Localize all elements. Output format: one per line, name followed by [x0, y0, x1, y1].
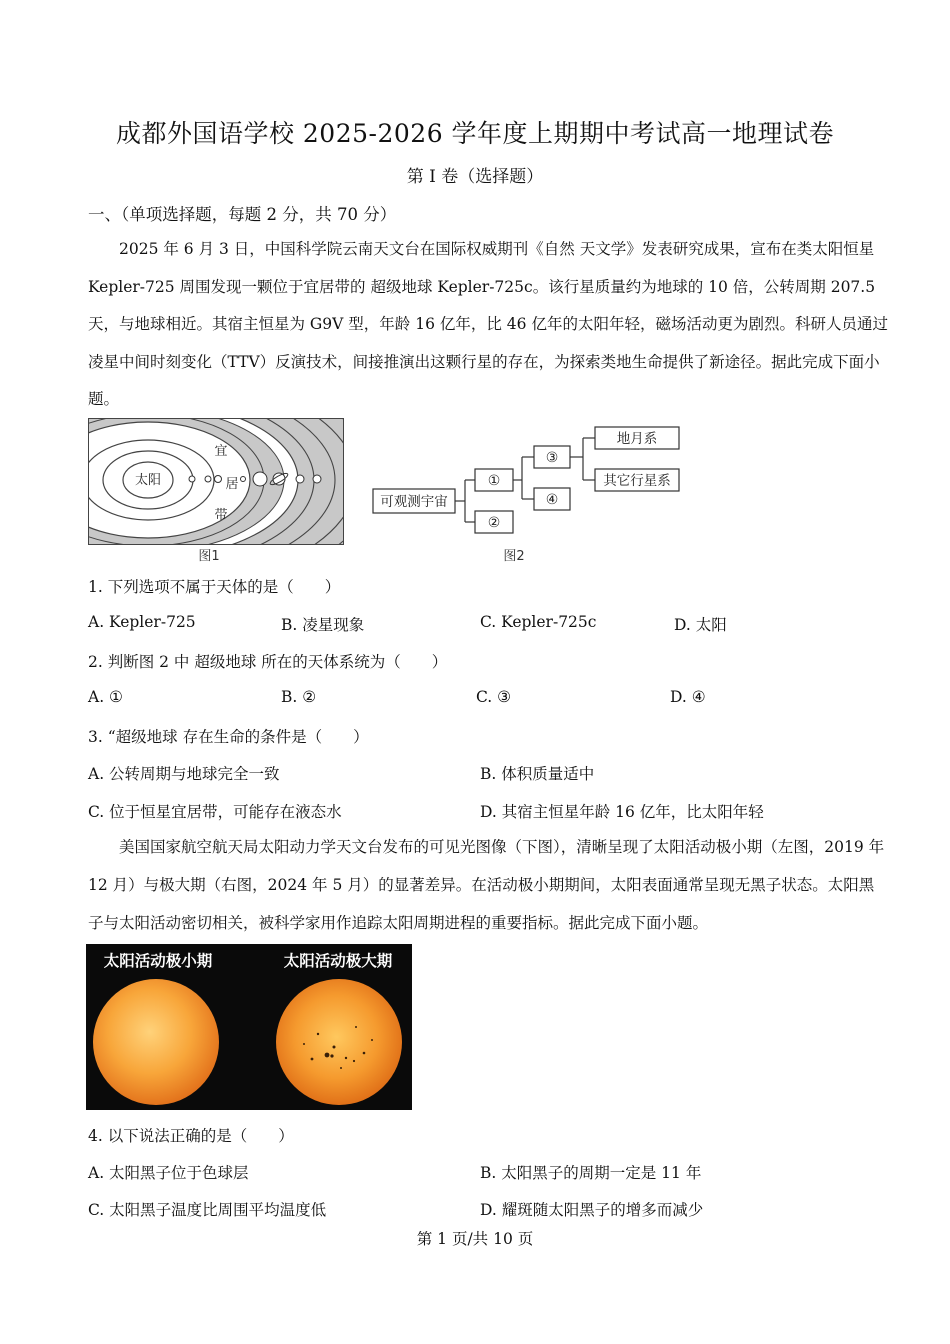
- q2-option-a[interactable]: A. ①: [88, 688, 123, 706]
- page-footer: 第 1 页/共 10 页: [416, 1230, 534, 1248]
- solar-min-label: 太阳活动极小期: [103, 952, 213, 970]
- q4-option-c[interactable]: C. 太阳黑子温度比周围平均温度低: [88, 1201, 327, 1219]
- sun-disk-min: [93, 979, 219, 1105]
- planet-marker: [241, 477, 246, 482]
- sun-label: 太阳: [134, 473, 162, 488]
- question-4-stem: 4. 以下说法正确的是（ ）: [88, 1127, 294, 1145]
- node-other-planets: 其它行星系: [603, 473, 671, 489]
- planet-marker: [189, 476, 195, 482]
- q2-option-d[interactable]: D. ④: [670, 688, 706, 706]
- figure-1-caption: 图1: [198, 549, 220, 564]
- q4-option-d[interactable]: D. 耀斑随太阳黑子的增多而减少: [480, 1201, 704, 1219]
- node-4: ④: [545, 492, 559, 508]
- sunspot: [345, 1057, 347, 1059]
- q4-option-b[interactable]: B. 太阳黑子的周期一定是 11 年: [480, 1164, 702, 1182]
- planet-marker: [205, 476, 211, 482]
- section-subtitle: 第 I 卷（选择题）: [406, 167, 544, 187]
- sunspot: [363, 1052, 366, 1055]
- q3-option-b[interactable]: B. 体积质量适中: [480, 765, 595, 783]
- planet-marker: [215, 476, 222, 483]
- sunspot: [340, 1067, 342, 1069]
- habitable-zone-char: 宜: [214, 444, 228, 459]
- planet-marker: [296, 475, 304, 483]
- sunspot: [355, 1026, 357, 1028]
- passage-2: 美国国家航空航天局太阳动力学天文台发布的可见光图像（下图），清晰呈现了太阳活动极小期（左图，2019 年 12 月）与极大期（右图，2024 年 5 月）的显著差异。在活动极小期期间，太阳表面通常呈现无黑子状态。太阳黑子与太阳活动密切相关，被科学家用作追踪太阳周期进程的重要指标。据此完成下面小题。: [88, 838, 885, 932]
- sunspot: [311, 1058, 314, 1061]
- solar-max-label: 太阳活动极大期: [283, 952, 393, 970]
- figure-2-caption: 图2: [503, 549, 525, 564]
- question-2-stem: 2. 判断图 2 中 超级地球 所在的天体系统为（ ）: [88, 653, 448, 671]
- planet-marker: [313, 475, 321, 483]
- question-1-stem: 1. 下列选项不属于天体的是（ ）: [88, 578, 341, 596]
- q2-option-b[interactable]: B. ②: [281, 688, 317, 706]
- node-earth-moon: 地月系: [616, 431, 658, 447]
- node-3: ③: [545, 450, 559, 466]
- figure-1: [88, 418, 346, 566]
- q1-option-c[interactable]: C. Kepler-725c: [480, 613, 597, 631]
- section-heading: 一、（单项选择题，每题 2 分，共 70 分）: [88, 205, 397, 224]
- passage-1: 2025 年 6 月 3 日，中国科学院云南天文台在国际权威期刊《自然 天文学》发表研究成果，宣布在类太阳恒星 Kepler-725 周围发现一颗位于宜居带的 超级地球 Kepler-725c。该行星质量约为地球的 10 倍，公转周期 207.5 天，与地球相近。其宿主恒星为 G9V 型，年龄 16 亿年，比 46 亿年的太阳年轻，磁场活动更为剧烈。科研人员通过凌星中间时刻变化（TTV）反演技术，间接推演出这颗行星的存在，为探索类地生命提供了新途径。据此完成下面小题。: [88, 240, 888, 408]
- sunspot: [353, 1060, 355, 1062]
- q1-option-b[interactable]: B. 凌星现象: [281, 616, 365, 634]
- sunspot: [303, 1043, 305, 1045]
- planet-marker: [253, 472, 267, 486]
- sunspot: [317, 1033, 319, 1035]
- node-1: ①: [487, 473, 501, 489]
- sun-disk-max: [276, 979, 402, 1105]
- q1-option-a[interactable]: A. Kepler-725: [88, 613, 196, 631]
- habitable-zone-char: 带: [214, 508, 228, 523]
- sunspot: [325, 1053, 330, 1058]
- q2-option-c[interactable]: C. ③: [476, 688, 512, 706]
- page-title: 成都外国语学校 2025-2026 学年度上期期中考试高一地理试卷: [115, 119, 835, 148]
- q3-option-a[interactable]: A. 公转周期与地球完全一致: [88, 765, 280, 783]
- planet-marker: [273, 473, 285, 485]
- q3-option-c[interactable]: C. 位于恒星宜居带，可能存在液态水: [88, 803, 342, 821]
- node-2: ②: [487, 515, 501, 531]
- node-observable-universe: 可观测宇宙: [380, 494, 448, 510]
- sun-comparison-image: [86, 944, 412, 1110]
- sunspot: [330, 1054, 333, 1057]
- question-3-stem: 3. “超级地球 存在生命的条件是（ ）: [88, 728, 369, 746]
- habitable-zone-char: 居: [225, 477, 239, 492]
- sunspot: [371, 1039, 373, 1041]
- q4-option-a[interactable]: A. 太阳黑子位于色球层: [88, 1164, 249, 1182]
- sunspot: [333, 1046, 336, 1049]
- q1-option-d[interactable]: D. 太阳: [674, 616, 727, 634]
- figure-2: [370, 420, 690, 568]
- q3-option-d[interactable]: D. 其宿主恒星年龄 16 亿年，比太阳年轻: [480, 803, 764, 821]
